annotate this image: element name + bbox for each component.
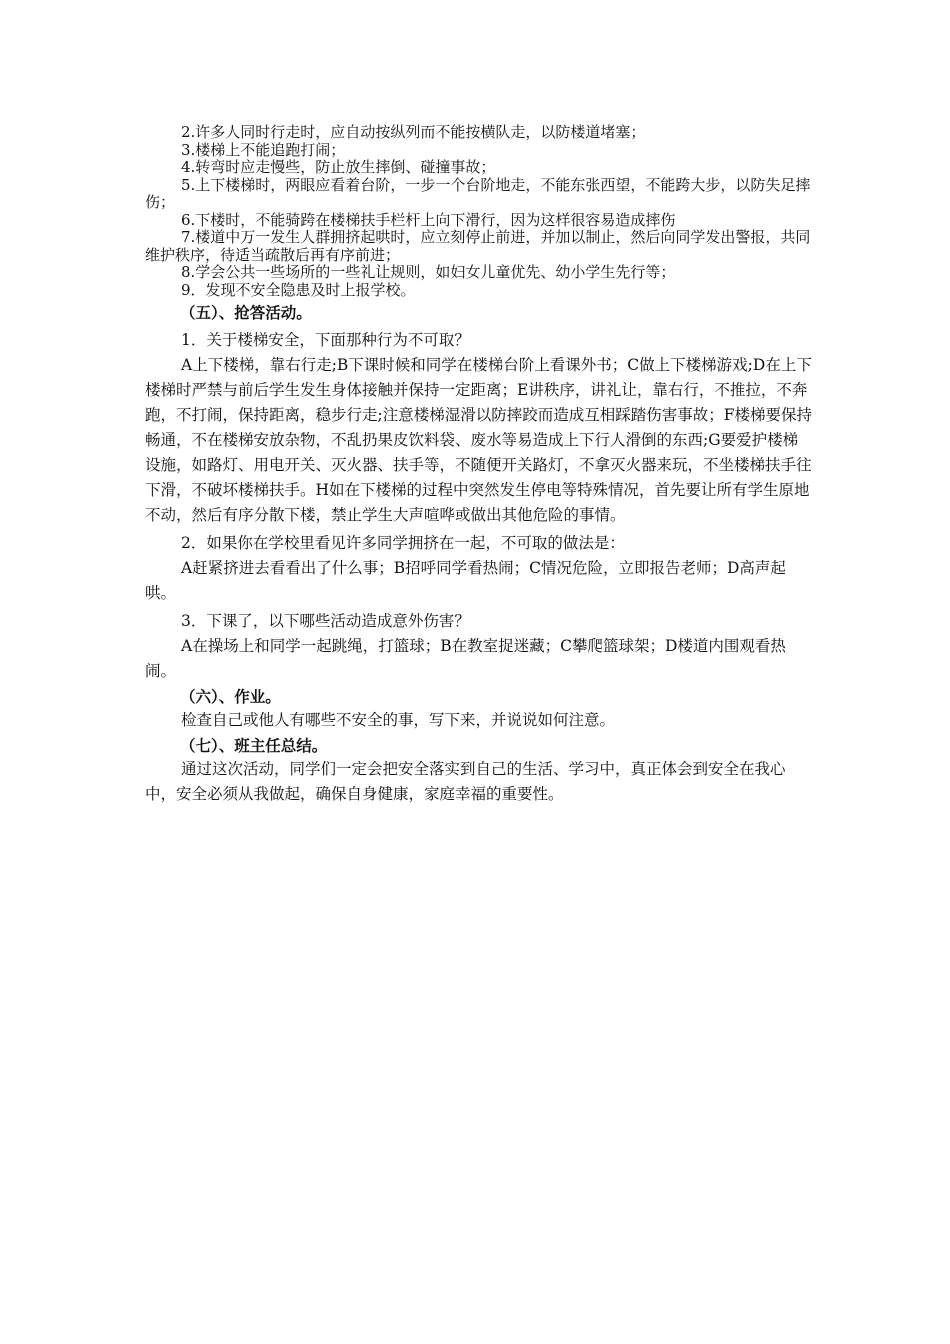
quiz-answer-3: A在操场上和同学一起跳绳，打篮球；B在教室捉迷藏；C攀爬篮球架；D楼道内围观看热闹。 xyxy=(145,637,786,680)
rule-item: 6.下楼时，不能骑跨在楼梯扶手栏杆上向下滑行，因为这样很容易造成摔伤 xyxy=(181,210,676,229)
quiz-answer-1: A上下楼梯，靠右行走;B下课时候和同学在楼梯台阶上看课外书；C做上下楼梯游戏;D在上下楼梯时严禁与前后学生发生身体接触并保持一定距离；E讲秩序，讲礼让，靠右行，不推拉，不奔跑，不打闹，保持距离，稳步行走;注意楼梯湿滑以防摔跤而造成互相踩踏伤害事故；F楼梯要保持畅通，不在楼梯安放杂物，不乱扔果皮饮料袋、废水等易造成上下行人滑倒的东西;G要爱护楼梯设施，如路灯、用电开关、灭火器、扶手等，不随便开关路灯，不拿灭火器来玩，不坐楼梯扶手往下滑，不破坏楼梯扶手。H如在下楼梯的过程中突然发生停电等特殊情况，首先要让所有学生原地不动，然后有序分散下楼，禁止学生大声喧哗或做出其他危险的事情。 xyxy=(145,356,812,524)
summary-text: 通过这次活动，同学们一定会把安全落实到自己的生活、学习中，真正体会到安全在我心中，安全必须从我做起，确保自身健康，家庭幸福的重要性。 xyxy=(145,760,786,803)
rule-item: 7.楼道中万一发生人群拥挤起哄时，应立刻停止前进，并加以制止，然后向同学发出警报，共同维护秩序，待适当疏散后再有序前进； xyxy=(145,228,811,264)
homework-text: 检查自己或他人有哪些不安全的事，写下来，并说说如何注意。 xyxy=(181,711,616,729)
rule-item: 8.学会公共一些场所的一些礼让规则，如妇女儿童优先、幼小学生先行等； xyxy=(181,263,676,281)
rule-item: 3.楼梯上不能追跑打闹； xyxy=(181,140,346,159)
summary-section-heading: （七）、班主任总结。 xyxy=(180,736,328,755)
stair-safety-rules xyxy=(145,124,813,299)
quiz-answer-2: A赶紧挤进去看看出了什么事；B招呼同学看热闹；C情况危险，立即报告老师；D高声起哄。 xyxy=(145,559,786,602)
quiz-question-1: 1．关于楼梯安全，下面那种行为不可取？ xyxy=(181,331,470,349)
rule-item: 4.转弯时应走慢些，防止放生摔倒、碰撞事故； xyxy=(181,158,496,176)
quiz-question-3: 3．下课了，以下哪些活动造成意外伤害？ xyxy=(181,612,470,630)
quiz-section-heading: （五）、抢答活动。 xyxy=(180,303,312,322)
rule-item: 9．发现不安全隐患及时上报学校。 xyxy=(181,280,416,299)
homework-section-heading: （六）、作业。 xyxy=(180,687,281,706)
document-body xyxy=(145,124,813,807)
rule-item: 2.许多人同时行走时，应自动按纵列而不能按横队走，以防楼道堵塞； xyxy=(181,123,646,141)
rule-item: 5.上下楼梯时，两眼应看着台阶，一步一个台阶地走，不能东张西望，不能跨大步，以防失足摔伤； xyxy=(145,175,811,211)
quiz-question-2: 2．如果你在学校里看见许多同学拥挤在一起，不可取的做法是： xyxy=(181,534,625,552)
